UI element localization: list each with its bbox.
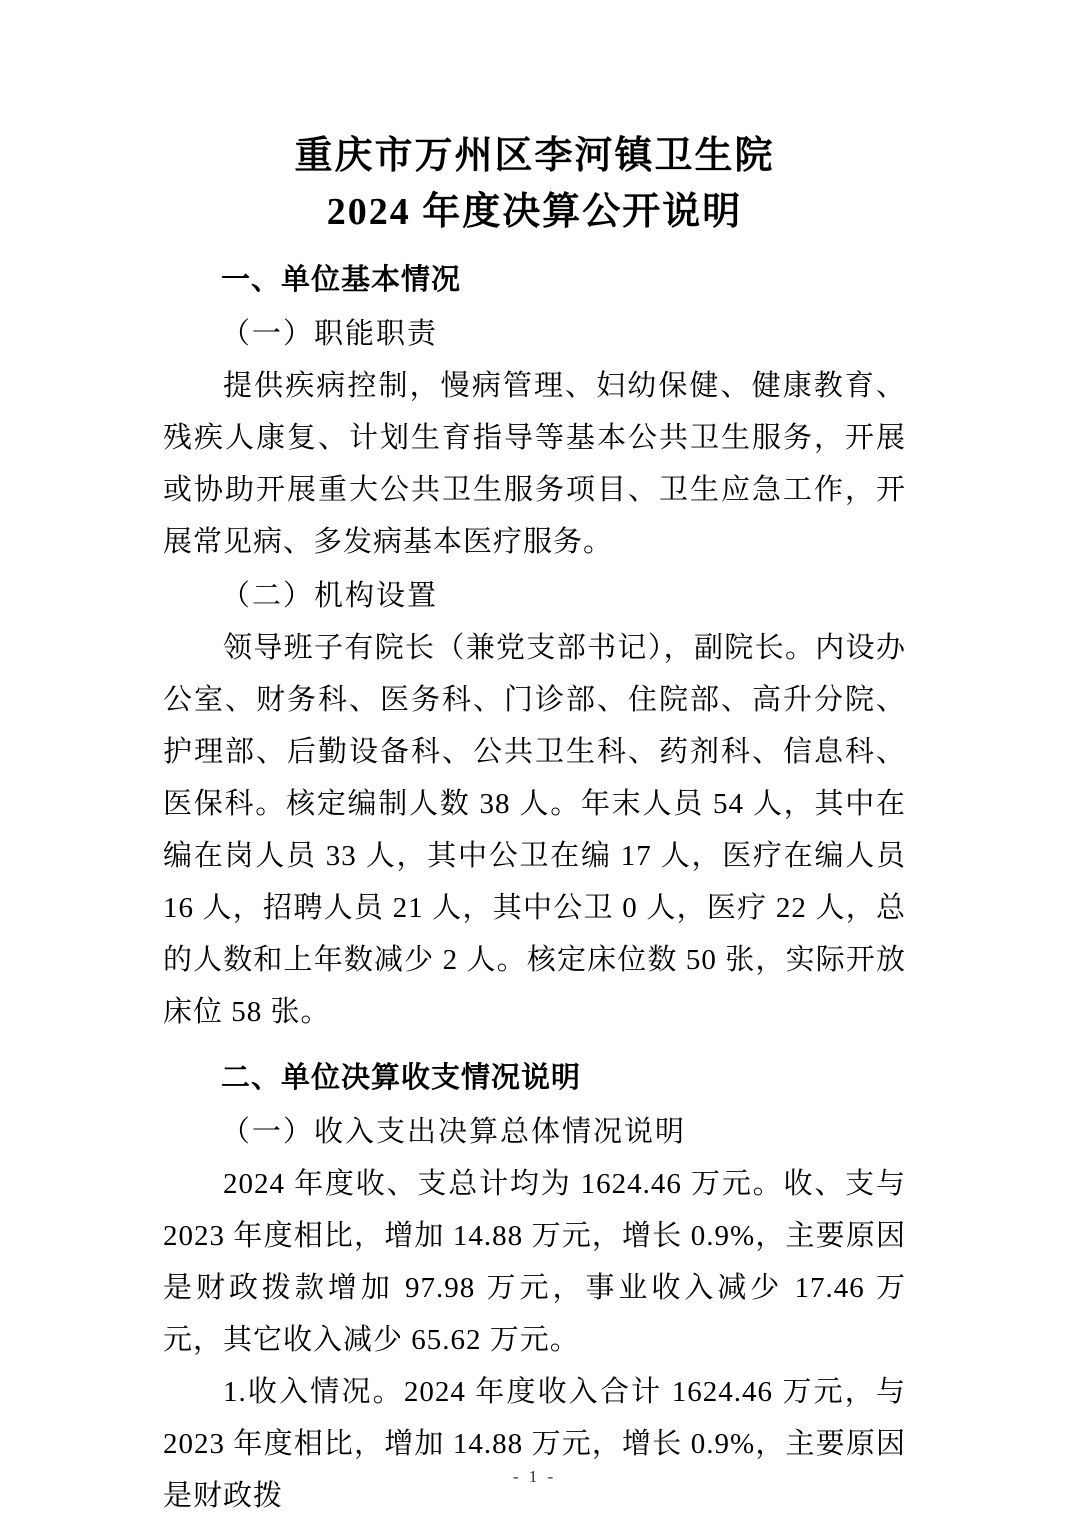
document-title-line-1: 重庆市万州区李河镇卫生院 [294, 135, 775, 177]
paragraph-organization: 领导班子有院长（兼党支部书记），副院长。内设办公室、财务科、医务科、门诊部、住院部、高升分院、护理部、后勤设备科、公共卫生科、药剂科、信息科、医保科。核定编制人数 38 人。年末人员 54 人，其中在编在岗人员 33 人，其中公卫在编 17 人，医疗在编人员 16 人，招聘人员 21 人，其中公卫 0 人，医疗 22 人，总的人数和上年数减少 2 人。核定床位数 50 张，实际开放床位 58 张。 [163, 632, 906, 1028]
document-title-line-2: 2024 年度决算公开说明 [326, 191, 743, 233]
paragraph-functions: 提供疾病控制，慢病管理、妇幼保健、健康教育、残疾人康复、计划生育指导等基本公共卫生服务，开展或协助开展重大公共卫生服务项目、卫生应急工作，开展常见病、多发病基本医疗服务。 [163, 370, 906, 558]
paragraph-income: 1.收入情况。2024 年度收入合计 1624.46 万元，与 2023 年度相比，增加 14.88 万元，增长 0.9%，主要原因是财政拨 [163, 1376, 906, 1512]
page-number: - 1 - [512, 1467, 557, 1486]
subheading-2-1: （一）收入支出决算总体情况说明 [221, 1116, 687, 1148]
paragraph-budget-overview: 2024 年度收、支总计均为 1624.46 万元。收、支与 2023 年度相比，增加 14.88 万元，增长 0.9%，主要原因是财政拨款增加 97.98 万元，事业收入减少 17.46 万元，其它收入减少 65.62 万元。 [163, 1168, 906, 1356]
document-content [163, 128, 906, 1515]
section-heading-2: 二、单位决算收支情况说明 [221, 1062, 582, 1094]
subheading-1-2: （二）机构设置 [221, 580, 439, 612]
subheading-1-1: （一）职能职责 [221, 318, 439, 350]
section-heading-1: 一、单位基本情况 [221, 264, 462, 296]
